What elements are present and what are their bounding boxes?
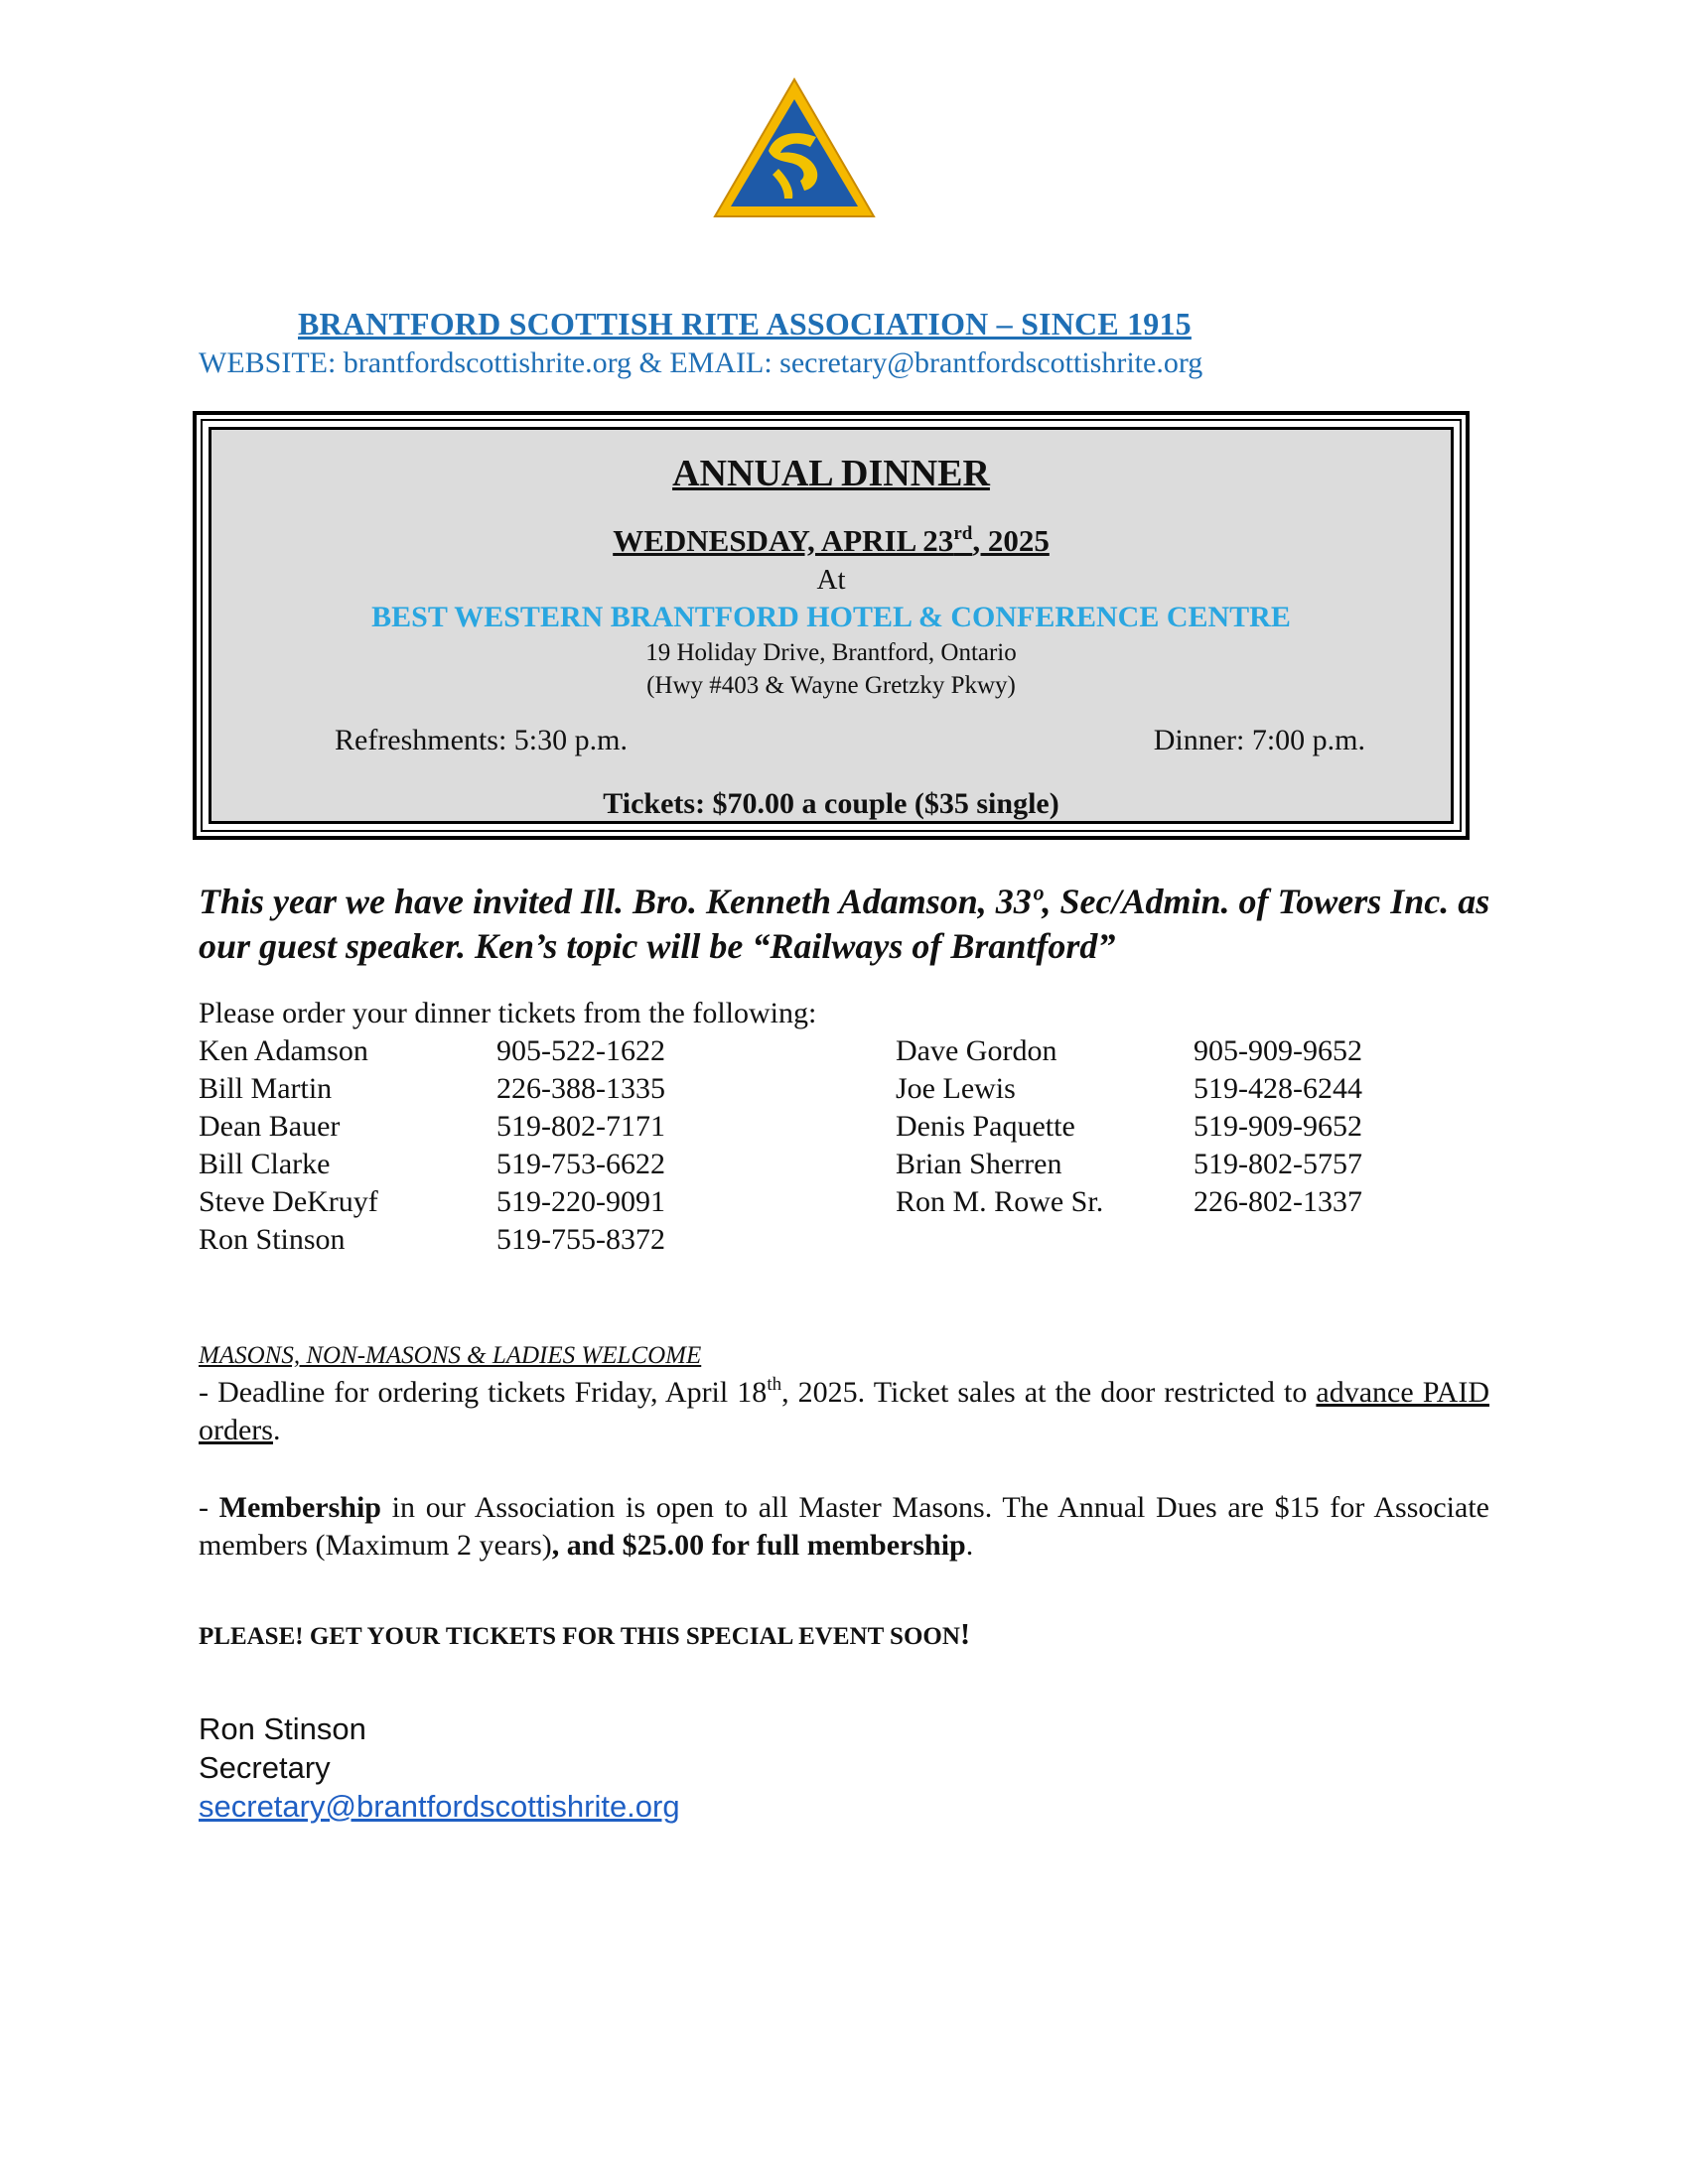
dinner-time: Dinner: 7:00 p.m. <box>1153 724 1365 756</box>
contact-phone: 519-755-8372 <box>496 1223 665 1256</box>
contact-name: Joe Lewis <box>896 1072 1016 1105</box>
signature-name: Ron Stinson <box>199 1711 366 1746</box>
welcome-heading: MASONS, NON-MASONS & LADIES WELCOME <box>199 1342 702 1369</box>
contact-phone: 519-428-6244 <box>1194 1072 1362 1105</box>
scottish-rite-triangle-icon <box>713 77 876 218</box>
signature-title: Secretary <box>199 1750 331 1785</box>
contact-phone: 519-909-9652 <box>1194 1110 1362 1143</box>
contact-name: Dave Gordon <box>896 1034 1057 1067</box>
contact-row <box>896 1148 1452 1185</box>
membership-paragraph: - Membership in our Association is open to all Master Masons. The Annual Dues are $15 for Associate members (Maximum 2 years), and $25.00 for full membership. <box>199 1491 1489 1562</box>
contact-row <box>199 1110 755 1148</box>
contact-name: Dean Bauer <box>199 1110 341 1143</box>
contact-phone: 519-802-5757 <box>1194 1148 1362 1180</box>
contact-list-left <box>199 1034 755 1261</box>
call-to-action: PLEASE! GET YOUR TICKETS FOR THIS SPECIAL EVENT SOON! <box>199 1616 971 1651</box>
contact-phone: 905-522-1622 <box>496 1034 665 1067</box>
contact-row <box>199 1034 755 1072</box>
contact-phone: 519-753-6622 <box>496 1148 665 1180</box>
refreshments-time: Refreshments: 5:30 p.m. <box>335 724 628 756</box>
contact-name: Ron Stinson <box>199 1223 346 1256</box>
contact-name: Bill Martin <box>199 1072 333 1105</box>
contact-row <box>199 1185 755 1223</box>
venue-name: BEST WESTERN BRANTFORD HOTEL & CONFERENCE CENTRE <box>371 601 1291 633</box>
contact-phone: 905-909-9652 <box>1194 1034 1362 1067</box>
contact-name: Denis Paquette <box>896 1110 1075 1143</box>
event-date: WEDNESDAY, APRIL 23rd, 2025 <box>613 523 1050 558</box>
at-label: At <box>816 564 846 596</box>
contact-row <box>199 1223 755 1261</box>
contact-phone: 226-802-1337 <box>1194 1185 1362 1218</box>
venue-directions: (Hwy #403 & Wayne Gretzky Pkwy) <box>646 672 1016 699</box>
contact-list-right <box>896 1034 1452 1223</box>
contact-row <box>199 1072 755 1110</box>
guest-speaker-paragraph: This year we have invited Ill. Bro. Kenneth Adamson, 33º, Sec/Admin. of Towers Inc. as our guest speaker. Ken’s topic will be “Railways of Brantford” <box>199 882 1490 966</box>
contact-row <box>896 1185 1452 1223</box>
contact-name: Ron M. Rowe Sr. <box>896 1185 1104 1218</box>
secretary-email-link[interactable]: secretary@brantfordscottishrite.org <box>199 1789 680 1824</box>
website-email-line: WEBSITE: brantfordscottishrite.org & EMAIL: secretary@brantfordscottishrite.org <box>199 346 1203 379</box>
event-box <box>193 411 1470 840</box>
ticket-price: Tickets: $70.00 a couple ($35 single) <box>603 787 1059 820</box>
contact-name: Ken Adamson <box>199 1034 368 1067</box>
order-intro: Please order your dinner tickets from the following: <box>199 997 817 1029</box>
contact-phone: 519-802-7171 <box>496 1110 665 1143</box>
contact-name: Brian Sherren <box>896 1148 1062 1180</box>
contact-row <box>199 1148 755 1185</box>
event-title: ANNUAL DINNER <box>672 453 990 494</box>
association-title: BRANTFORD SCOTTISH RITE ASSOCIATION – SINCE 1915 <box>298 306 1192 341</box>
contact-row <box>896 1072 1452 1110</box>
contact-name: Bill Clarke <box>199 1148 331 1180</box>
contact-phone: 519-220-9091 <box>496 1185 665 1218</box>
deadline-paragraph: - Deadline for ordering tickets Friday, April 18th, 2025. Ticket sales at the door restricted to advance PAID orders. <box>199 1374 1489 1446</box>
contact-name: Steve DeKruyf <box>199 1185 378 1218</box>
contact-phone: 226-388-1335 <box>496 1072 665 1105</box>
venue-address: 19 Holiday Drive, Brantford, Ontario <box>645 639 1017 666</box>
contact-row <box>896 1034 1452 1072</box>
contact-row <box>896 1110 1452 1148</box>
